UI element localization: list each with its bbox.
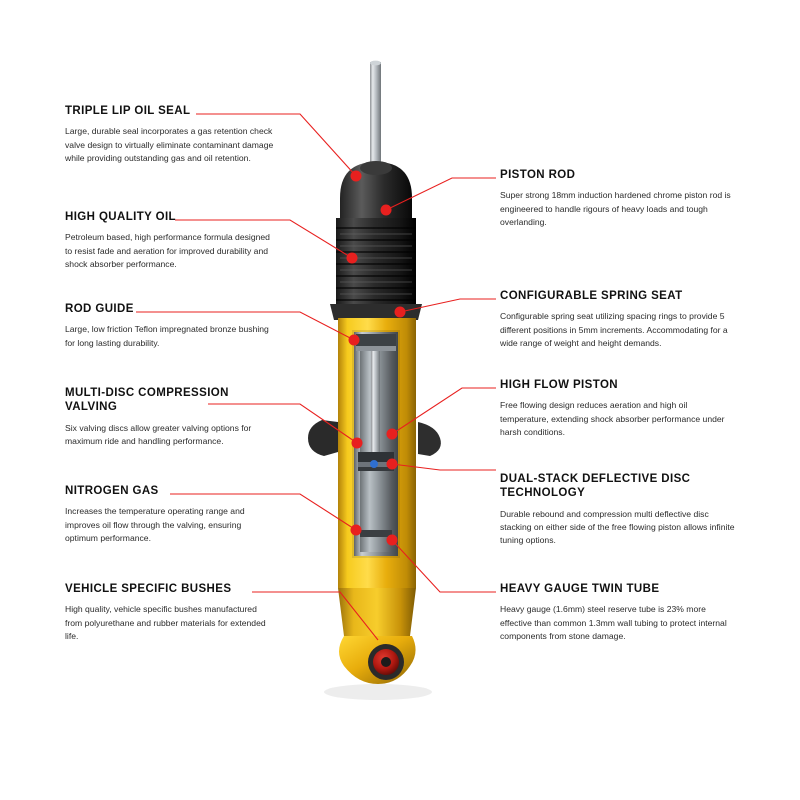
callout-body: Configurable spring seat utilizing spacing rings to provide 5 different positions in 5mm increments. Accommodating for a wide range of weight and height demands. [500,311,728,348]
high-flow-piston [358,452,394,462]
callout-body: Large, durable seal incorporates a gas retention check valve design to virtually eliminate contaminant damage while providing outstanding gas and oil retention. [65,126,274,163]
callout-title: CONFIGURABLE SPRING SEAT [500,290,683,302]
callout-title: VEHICLE SPECIFIC BUSHES [65,583,232,595]
spring-seat-collar [330,304,422,320]
callout-high-flow-piston [500,378,735,439]
internal-rod [371,336,380,454]
compression-valving [360,530,392,537]
callout-body: Six valving discs allow greater valving options for maximum ride and handling performance. [65,422,252,447]
callout-body: Large, low friction Teflon impregnated bronze bushing for long lasting durability. [65,324,269,348]
deflective-disc-stack [358,462,394,467]
callout-nitrogen-gas [65,484,275,545]
callout-heavy-gauge-twin-tube [500,582,735,643]
callout-body: Increases the temperature operating range and improves oil flow through the valving, ensuring optimum performance. [65,506,245,543]
callout-multi-disc-compression-valving [65,386,275,448]
callout-body: Durable rebound and compression multi deflective disc stacking on either side of the free flowing piston allows infinite tuning options. [500,508,735,546]
piston-rod [370,62,381,167]
callout-body: High quality, vehicle specific bushes manufactured from polyurethane and rubber materials for extended life. [65,604,266,641]
callout-body: Petroleum based, high performance formula designed to resist fade and aeration for improved durability and shock absorber performance. [65,232,270,269]
callout-title: HIGH QUALITY OIL [65,211,176,223]
callout-title: NITROGEN GAS [65,485,159,497]
callout-title: MULTI-DISC COMPRESSION VALVING [65,387,229,414]
left-bracket [308,420,338,456]
callout-body: Free flowing design reduces aeration and high oil temperature, extending shock absorber performance under harsh conditions. [500,400,725,437]
right-bracket [418,422,441,456]
callout-rod-guide [65,302,275,350]
callout-body: Super strong 18mm induction hardened chrome piston rod is engineered to handle rigours of heavy loads and tough overlanding. [500,190,731,227]
callout-title: ROD GUIDE [65,303,134,315]
callout-piston-rod [500,168,735,229]
callout-title: HEAVY GAUGE TWIN TUBE [500,583,660,595]
callout-triple-lip-oil-seal [65,104,275,165]
callout-vehicle-specific-bushes [65,582,275,643]
callout-high-quality-oil [65,210,275,271]
callout-title: HIGH FLOW PISTON [500,379,618,391]
rod-guide [356,334,396,346]
callout-configurable-spring-seat [500,289,735,350]
lower-body [338,588,416,636]
callout-title: TRIPLE LIP OIL SEAL [65,105,191,117]
lower-mount-eye [339,636,416,684]
callout-dual-stack-deflective-disc-technology [500,472,735,548]
bellows-boot [336,218,416,310]
callout-title: PISTON ROD [500,169,576,181]
callout-title: DUAL-STACK DEFLECTIVE DISC TECHNOLOGY [500,473,691,500]
callout-body: Heavy gauge (1.6mm) steel reserve tube is 23% more effective than common 1.3mm wall tubing to protect internal components from stone damage. [500,604,727,641]
